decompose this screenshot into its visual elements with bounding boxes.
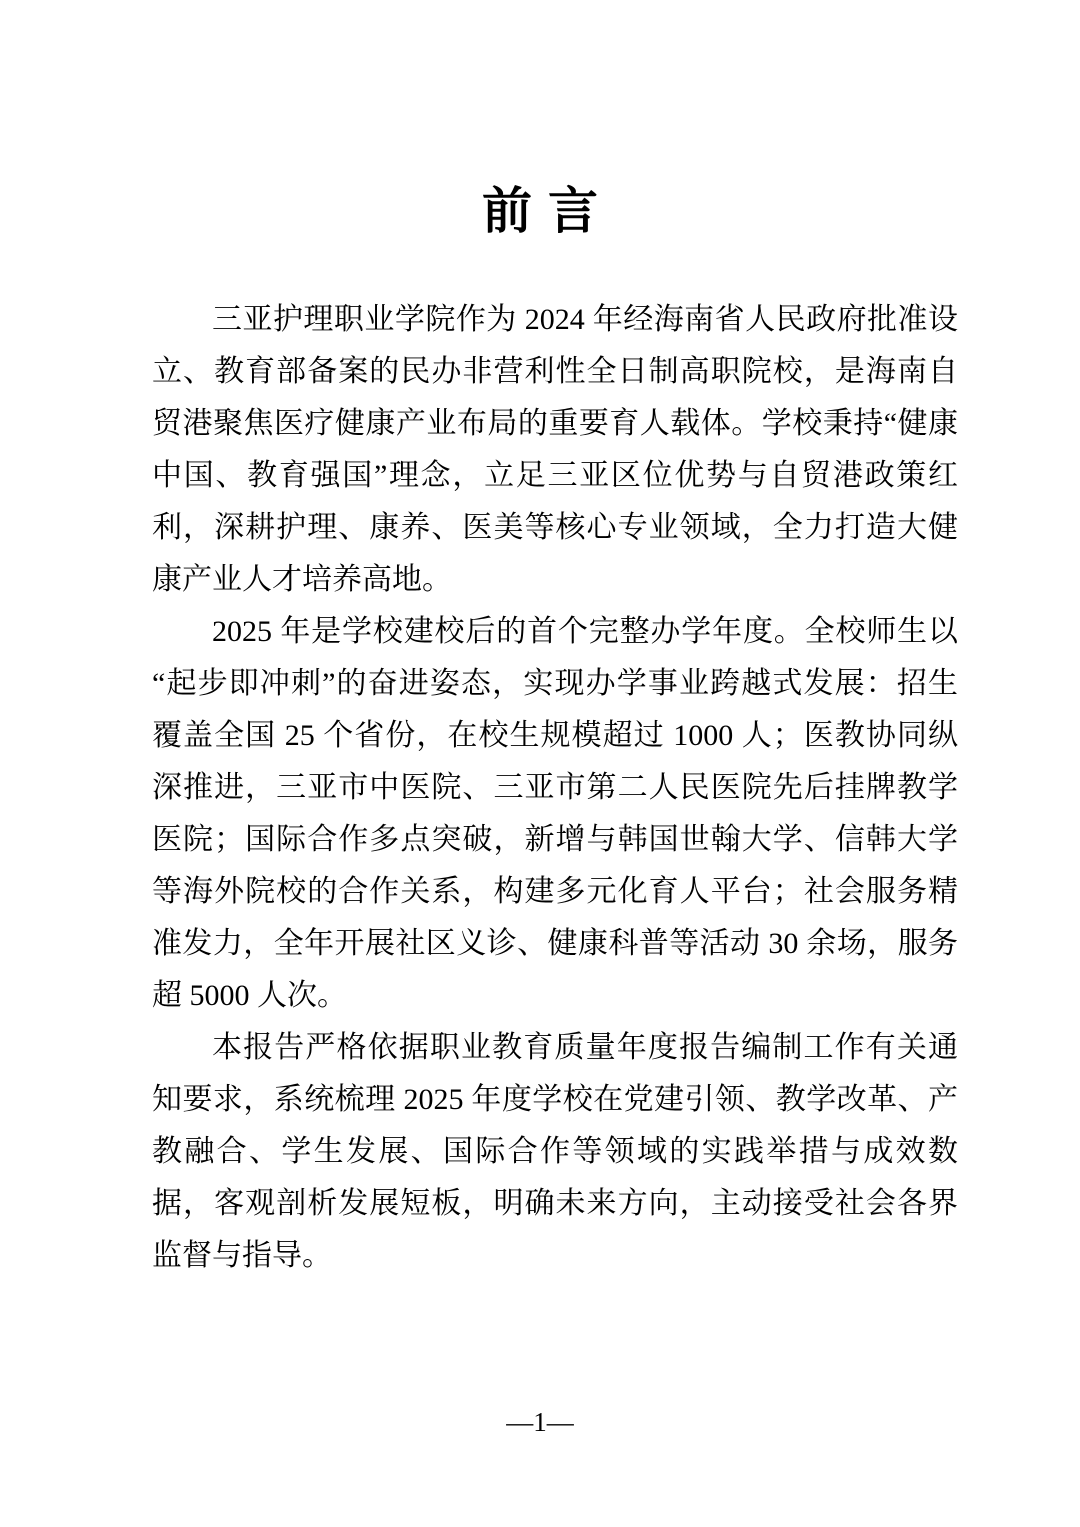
document-body (152, 294, 958, 1282)
paragraph: 2025 年是学校建校后的首个完整办学年度。全校师生以“起步即冲刺”的奋进姿态，实现办学事业跨越式发展：招生覆盖全国 25 个省份，在校生规模超过 1000 人；医教协同纵深推进，三亚市中医院、三亚市第二人民医院先后挂牌教学医院；国际合作多点突破，新增与韩国世翰大学、信韩大学等海外院校的合作关系，构建多元化育人平台；社会服务精准发力，全年开展社区义诊、健康科普等活动 30 余场，服务超 5000 人次。 (152, 615, 958, 1012)
paragraph: 本报告严格依据职业教育质量年度报告编制工作有关通知要求，系统梳理 2025 年度学校在党建引领、教学改革、产教融合、学生发展、国际合作等领域的实践举措与成效数据，客观剖析发展短板，明确未来方向，主动接受社会各界监督与指导。 (152, 1031, 958, 1272)
page-number: —1— (506, 1407, 574, 1437)
page-title: 前言 (482, 182, 614, 239)
paragraph: 三亚护理职业学院作为 2024 年经海南省人民政府批准设立、教育部备案的民办非营利性全日制高职院校，是海南自贸港聚焦医疗健康产业布局的重要育人载体。学校秉持“健康中国、教育强国”理念，立足三亚区位优势与自贸港政策红利，深耕护理、康养、医美等核心专业领域，全力打造大健康产业人才培养高地。 (152, 303, 958, 596)
